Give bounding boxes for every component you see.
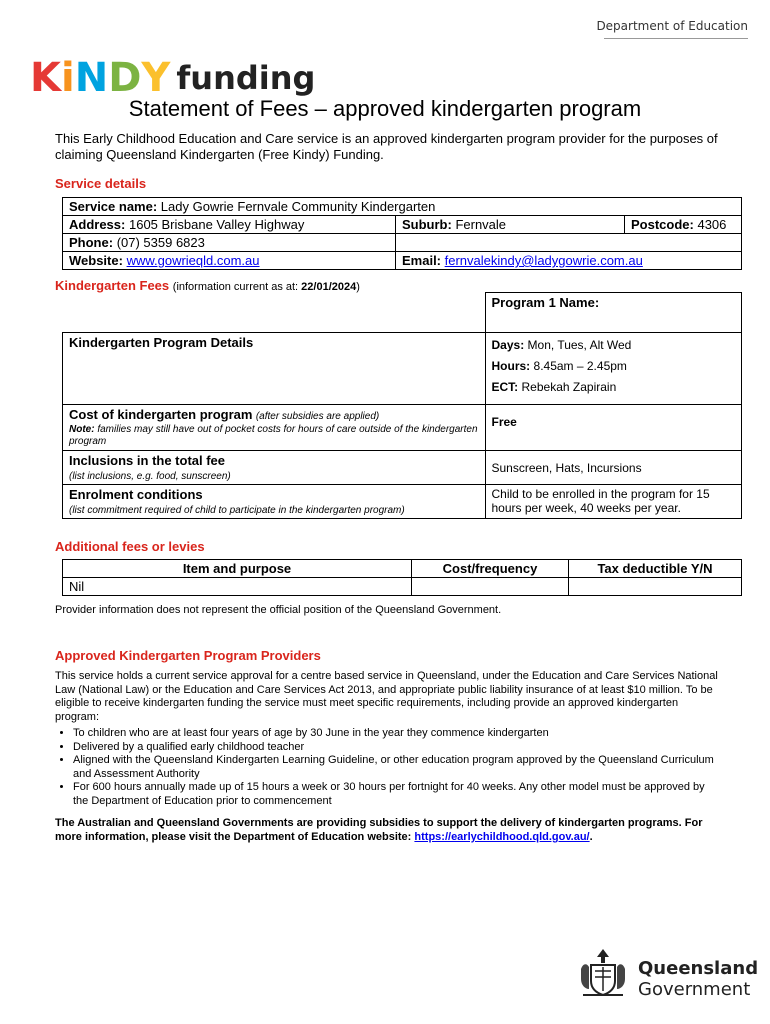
suburb-cell (396, 216, 625, 234)
logo-word-funding: funding (176, 59, 316, 97)
program-name-cell (485, 293, 742, 333)
inclusions-sub: (list inclusions, e.g. food, sunscreen) (69, 471, 231, 482)
row-item-cell: Nil (63, 578, 412, 596)
cost-label: Cost of kindergarten program (69, 407, 253, 422)
website-label: Website: (69, 253, 123, 268)
row-tax-cell (569, 578, 742, 596)
service-name-cell (63, 198, 742, 216)
additional-fees-table (62, 559, 742, 596)
address-value: 1605 Brisbane Valley Highway (128, 217, 305, 232)
enrol-label: Enrolment conditions (69, 487, 203, 502)
bullet-item: • For 600 hours annually made up of 15 hours a week or 30 hours per fortnight for 40 weeks. Any other model must be approved by the Department of Education prior to commencement (73, 781, 720, 808)
qld-line2: Government (638, 979, 751, 1000)
col-cost-header: Cost/frequency (412, 560, 569, 578)
providers-paragraph: This service holds a current service approval for a centre based service in Queensland, under the Education and Care Services National Law (National Law) or the Education and Care Services Act 2013, and appropriate public liability insurance of at least $10 million. To be eligible to receive kindergarten funding the service must meet specific requirements, including provide an approved kindergarten program: (55, 670, 718, 723)
additional-fees-heading: Additional fees or levies (55, 539, 205, 554)
qld-government-logo (638, 958, 758, 1000)
postcode-label: Postcode: (631, 217, 694, 232)
bullet-item: • To children who are at least four years of age by 30 June in the year they commence kindergarten (73, 727, 720, 741)
postcode-cell (625, 216, 742, 234)
days-row (492, 335, 736, 356)
email-label: Email: (402, 253, 442, 268)
service-name-value: Lady Gowrie Fernvale Community Kindergarten (160, 199, 436, 214)
ect-value: Rebekah Zapirain (521, 380, 617, 394)
cost-sub: (after subsidies are applied) (255, 411, 380, 422)
email-cell (396, 252, 742, 270)
logo-letter-i: i (61, 55, 75, 101)
service-name-label: Service name: (69, 199, 158, 214)
fees-blank-cell (63, 293, 486, 333)
cost-value-cell (485, 405, 742, 451)
col-item-header: Item and purpose (63, 560, 412, 578)
cost-value: Free (491, 415, 517, 429)
logo-letter-n: N (74, 55, 109, 101)
providers-heading: Approved Kindergarten Program Providers (55, 648, 321, 663)
fees-info-date: 22/01/2024 (301, 281, 357, 293)
bullet-item: • Aligned with the Queensland Kindergarten Learning Guideline, or other education program approved by the Queensland Curriculum and Assessment Authority (73, 754, 720, 781)
address-cell (63, 216, 396, 234)
enrol-value: Child to be enrolled in the program for 15 hours per week, 40 weeks per year. (491, 487, 710, 515)
logo-letter-d: D (108, 55, 142, 101)
inclusions-label-cell (63, 451, 486, 485)
enrol-sub: (list commitment required of child to participate in the kindergarten program) (69, 505, 405, 516)
fees-heading-line (55, 278, 360, 293)
kindy-funding-logo (30, 50, 316, 101)
hours-label: Hours: (491, 359, 531, 373)
enrol-label-cell (63, 485, 486, 519)
row-cost-cell (412, 578, 569, 596)
website-cell (63, 252, 396, 270)
program-details-label (63, 333, 486, 405)
cost-label-cell (63, 405, 486, 451)
header-divider (604, 38, 748, 39)
program-details-values (485, 333, 742, 405)
phone-label: Phone: (69, 235, 114, 250)
qld-line1: Queensland (638, 958, 759, 979)
service-details-heading: Service details (55, 176, 147, 191)
empty-cell (396, 234, 742, 252)
providers-bullets (55, 727, 720, 809)
days-value: Mon, Tues, Alt Wed (527, 338, 632, 352)
page-title: Statement of Fees – approved kindergarten program (128, 96, 642, 121)
hours-row (492, 356, 736, 377)
postcode-value: 4306 (697, 217, 727, 232)
ect-row (492, 377, 736, 398)
closing-text (55, 817, 725, 844)
fees-info-suffix: ) (356, 281, 360, 293)
bullet-item: • Delivered by a qualified early childhood teacher (73, 741, 720, 755)
edu-website-link[interactable]: https://earlychildhood.qld.gov.au/ (414, 830, 590, 843)
suburb-value: Fernvale (455, 217, 507, 232)
inclusions-label: Inclusions in the total fee (69, 453, 226, 468)
disclaimer-text: Provider information does not represent the official position of the Queensland Government. (55, 604, 502, 616)
col-tax-header: Tax deductible Y/N (569, 560, 742, 578)
suburb-label: Suburb: (402, 217, 452, 232)
closing-period: . (589, 830, 593, 843)
closing-sentence: The Australian and Queensland Governments are providing subsidies to support the delivery of kindergarten programs. For more information, please visit the Department of Education website: (55, 817, 703, 843)
enrol-value-cell (485, 485, 742, 519)
note-label: Note: (69, 424, 95, 435)
hours-value: 8.45am – 2.45pm (533, 359, 627, 373)
fees-table (62, 292, 742, 519)
service-details-table (62, 197, 742, 270)
intro-text: This Early Childhood Education and Care service is an approved kindergarten program provider for the purposes of claiming Queensland Kindergarten (Free Kindy) Funding. (55, 131, 718, 162)
inclusions-value-cell (485, 451, 742, 485)
ect-label: ECT: (491, 380, 519, 394)
days-label: Days: (491, 338, 525, 352)
fees-heading: Kindergarten Fees (55, 278, 170, 293)
logo-letter-y: Y (141, 55, 171, 101)
department-label: Department of Education (596, 19, 748, 33)
email-link[interactable]: fernvalekindy@ladygowrie.com.au (444, 253, 643, 268)
program-name-label: Program 1 Name: (491, 295, 600, 310)
logo-letter-k: K (30, 55, 61, 101)
phone-value: (07) 5359 6823 (116, 235, 205, 250)
program-details-text: Kindergarten Program Details (69, 335, 254, 350)
phone-cell (63, 234, 396, 252)
inclusions-value: Sunscreen, Hats, Incursions (491, 460, 642, 475)
website-link[interactable]: www.gowrieqld.com.au (126, 253, 260, 268)
note-text: families may still have out of pocket costs for hours of care outside of the kindergarten program (69, 424, 478, 447)
address-label: Address: (69, 217, 126, 232)
qld-coat-of-arms-icon (575, 945, 631, 1006)
fees-info-prefix: (information current as at: (172, 281, 302, 293)
